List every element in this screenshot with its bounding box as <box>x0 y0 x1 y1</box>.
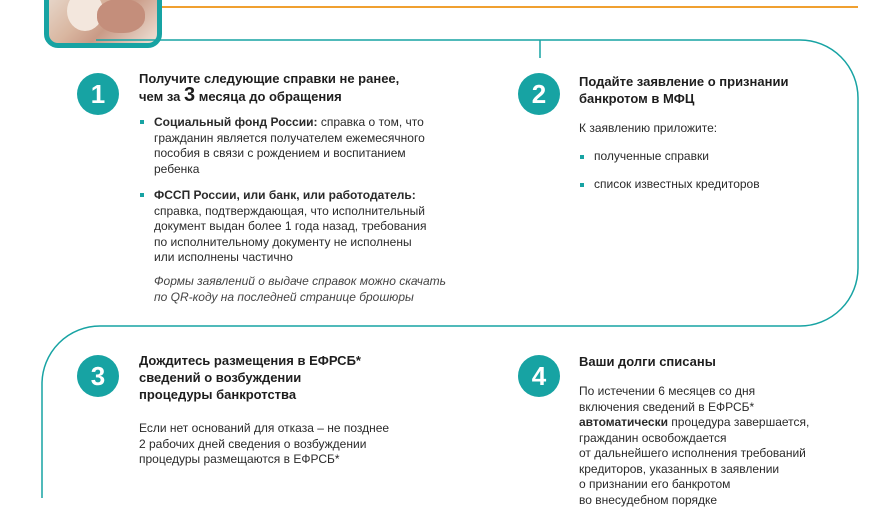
step-number: 1 <box>91 79 105 110</box>
text-line: документ выдан более 1 года назад, требования <box>154 219 494 235</box>
text-line: во внесудебном порядке <box>579 493 869 508</box>
step-number: 3 <box>91 361 105 392</box>
text-line: гражданин является получателем ежемесячного <box>154 131 494 147</box>
text-line: По истечении 6 месяцев со дня <box>579 384 869 400</box>
text-line: 2 рабочих дней сведения о возбуждении <box>139 437 479 453</box>
text-line: от дальнейшего исполнения требований <box>579 446 869 462</box>
text-line <box>154 188 494 204</box>
text-line <box>579 415 869 431</box>
step-1-note <box>154 274 494 305</box>
title-text: месяца до обращения <box>195 89 342 104</box>
bullet <box>580 155 584 159</box>
text-line: по QR-коду на последней странице брошюры <box>154 290 494 306</box>
step-1-badge <box>77 73 119 115</box>
step-number: 2 <box>532 79 546 110</box>
text-line <box>154 115 494 131</box>
title-line: Получите следующие справки не ранее, <box>139 70 479 87</box>
step-3-body <box>139 421 479 468</box>
step-1-item-2 <box>154 188 494 266</box>
text-line: включения сведений в ЕФРСБ* <box>579 400 869 416</box>
step-number: 4 <box>532 361 546 392</box>
emphasis-text: автоматически <box>579 415 668 429</box>
text-line: Формы заявлений о выдаче справок можно скачать <box>154 274 494 290</box>
title-line: процедуры банкротства <box>139 386 479 403</box>
step-3-badge <box>77 355 119 397</box>
text-line: или исполнены частично <box>154 250 494 266</box>
step-2-item-2 <box>594 177 834 193</box>
step-4-title: Ваши долги списаны <box>579 353 859 370</box>
title-text: чем за <box>139 89 184 104</box>
text: процедура завершается, <box>668 415 809 429</box>
step-4-body <box>579 384 869 508</box>
step-1-title <box>139 70 479 105</box>
title-number: 3 <box>184 84 195 106</box>
bullet <box>140 120 144 124</box>
step-2-intro: К заявлению приложите: <box>579 121 839 137</box>
item-text: список известных кредиторов <box>594 177 760 191</box>
text-line: Если нет оснований для отказа – не позднее <box>139 421 479 437</box>
step-2-item-1 <box>594 149 834 165</box>
title-line: Дождитесь размещения в ЕФРСБ* <box>139 352 479 369</box>
item-heading: Социальный фонд России: <box>154 115 317 129</box>
title-line <box>139 87 479 105</box>
bullet <box>140 193 144 197</box>
title-line: Подайте заявление о признании <box>579 73 839 90</box>
step-1-item-1 <box>154 115 494 177</box>
step-3-title <box>139 352 479 403</box>
bullet <box>580 183 584 187</box>
step-2-title <box>579 73 839 107</box>
text-line: гражданин освобождается <box>579 431 869 447</box>
step-4-badge <box>518 355 560 397</box>
item-text: справка о том, что <box>317 115 423 129</box>
text-line: процедуры размещаются в ЕФРСБ* <box>139 452 479 468</box>
title-line: сведений о возбуждении <box>139 369 479 386</box>
text-line: ребенка <box>154 162 494 178</box>
item-heading: ФССП России, или банк, или работодатель: <box>154 188 416 202</box>
title-line: банкротом в МФЦ <box>579 90 839 107</box>
text-line: по исполнительному документу не исполнены <box>154 235 494 251</box>
text-line: справка, подтверждающая, что исполнительный <box>154 204 494 220</box>
text-line: о признании его банкротом <box>579 477 869 493</box>
item-text: полученные справки <box>594 149 709 163</box>
text-line: пособия в связи с рождением и воспитанием <box>154 146 494 162</box>
step-2-badge <box>518 73 560 115</box>
text-line: кредиторов, указанных в заявлении <box>579 462 869 478</box>
